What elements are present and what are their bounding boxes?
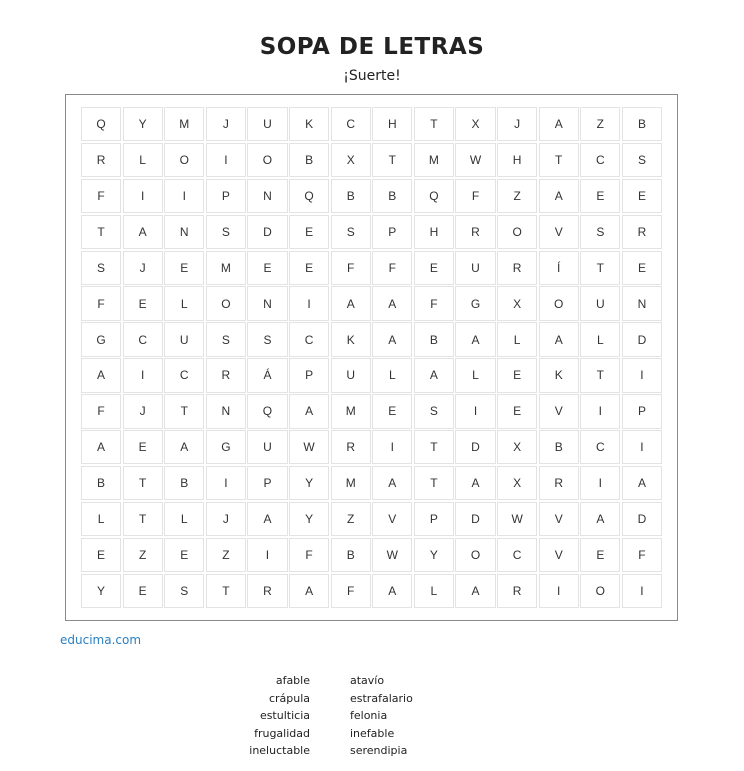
grid-cell[interactable]: J [123,251,163,285]
word-item: estulticia [259,709,310,722]
letter-grid [81,107,662,608]
grid-cell[interactable]: H [414,215,454,249]
grid-cell[interactable]: K [539,358,579,392]
grid-cell[interactable]: H [372,107,412,141]
grid-cell[interactable]: E [414,251,454,285]
grid-cell[interactable]: E [123,430,163,464]
word-item: felonia [350,709,388,722]
grid-cell[interactable]: K [289,107,329,141]
grid-cell[interactable]: I [372,430,412,464]
grid-cell[interactable]: A [539,107,579,141]
grid-cell[interactable]: F [372,251,412,285]
grid-cell[interactable]: A [539,322,579,356]
grid-cell[interactable]: I [455,394,495,428]
grid-cell[interactable]: O [497,215,537,249]
grid-cell[interactable]: E [372,394,412,428]
grid-cell[interactable]: L [580,322,620,356]
grid-cell[interactable]: O [580,574,620,608]
grid-cell[interactable]: F [455,179,495,213]
grid-cell[interactable]: X [497,286,537,320]
grid-cell[interactable]: H [497,143,537,177]
grid-cell[interactable]: U [455,251,495,285]
grid-cell[interactable]: A [372,466,412,500]
grid-cell[interactable]: L [455,358,495,392]
grid-cell[interactable]: R [206,358,246,392]
grid-cell[interactable]: E [123,574,163,608]
grid-cell[interactable]: D [622,502,662,536]
grid-cell[interactable]: F [81,179,121,213]
grid-cell[interactable]: E [497,394,537,428]
grid-cell[interactable]: P [289,358,329,392]
grid-cell[interactable]: S [580,215,620,249]
grid-cell[interactable]: S [414,394,454,428]
grid-cell[interactable]: U [331,358,371,392]
grid-cell[interactable]: T [372,143,412,177]
word-item: serendipia [350,744,408,757]
grid-cell[interactable]: F [414,286,454,320]
grid-cell[interactable]: S [331,215,371,249]
grid-cell[interactable]: P [622,394,662,428]
grid-cell[interactable]: R [539,466,579,500]
grid-cell[interactable]: X [455,107,495,141]
grid-cell[interactable]: A [414,358,454,392]
grid-cell[interactable]: C [497,538,537,572]
grid-cell[interactable]: A [123,215,163,249]
grid-cell[interactable]: T [123,502,163,536]
grid-cell[interactable]: G [455,286,495,320]
grid-cell[interactable]: S [206,322,246,356]
grid-cell[interactable]: C [580,143,620,177]
grid-cell[interactable]: Y [81,574,121,608]
grid-cell[interactable]: V [539,215,579,249]
grid-cell[interactable]: C [580,430,620,464]
word-item: frugalidad [254,726,310,740]
grid-cell[interactable]: T [414,466,454,500]
grid-cell[interactable]: A [331,286,371,320]
grid-cell[interactable]: T [164,394,204,428]
grid-cell[interactable]: B [372,179,412,213]
grid-cell[interactable]: I [247,538,287,572]
grid-cell[interactable]: E [289,251,329,285]
grid-cell[interactable]: I [123,179,163,213]
grid-cell[interactable]: A [372,286,412,320]
grid-cell[interactable]: G [81,322,121,356]
grid-cell[interactable]: T [580,358,620,392]
grid-cell[interactable]: I [206,466,246,500]
grid-cell[interactable]: W [497,502,537,536]
grid-cell[interactable]: F [331,574,371,608]
grid-cell[interactable]: B [622,107,662,141]
grid-cell[interactable]: X [331,143,371,177]
grid-cell[interactable]: I [580,394,620,428]
grid-cell[interactable]: T [414,107,454,141]
grid-cell[interactable]: K [331,322,371,356]
word-list-left [249,672,310,760]
grid-cell[interactable]: G [206,430,246,464]
grid-cell[interactable]: I [622,574,662,608]
grid-cell[interactable]: Z [497,179,537,213]
grid-cell[interactable]: E [123,286,163,320]
grid-cell[interactable]: W [289,430,329,464]
grid-cell[interactable]: A [455,574,495,608]
grid-cell[interactable]: A [81,430,121,464]
grid-cell[interactable]: E [580,538,620,572]
grid-cell[interactable]: J [206,502,246,536]
grid-cell[interactable]: J [497,107,537,141]
page-subtitle: ¡Suerte! [343,68,401,84]
site-link[interactable]: educima.com [60,633,142,647]
grid-cell[interactable]: N [164,215,204,249]
grid-cell[interactable]: Í [539,251,579,285]
grid-cell[interactable]: Y [289,502,329,536]
grid-cell[interactable]: L [123,143,163,177]
grid-cell[interactable]: V [539,502,579,536]
word-item: inefable [350,726,395,740]
grid-cell[interactable]: D [247,215,287,249]
grid-cell[interactable]: T [539,143,579,177]
grid-cell[interactable]: A [372,574,412,608]
grid-cell[interactable]: N [247,286,287,320]
grid-cell[interactable]: Z [580,107,620,141]
grid-cell[interactable]: S [206,215,246,249]
word-item: ineluctable [249,744,310,757]
grid-cell[interactable]: I [164,179,204,213]
grid-cell[interactable]: M [414,143,454,177]
grid-cell[interactable]: L [372,358,412,392]
grid-cell[interactable]: L [164,286,204,320]
grid-cell[interactable]: U [247,107,287,141]
grid-cell[interactable]: P [414,502,454,536]
grid-cell[interactable]: I [580,466,620,500]
grid-cell[interactable]: O [539,286,579,320]
grid-cell[interactable]: Á [247,358,287,392]
grid-cell[interactable]: R [497,251,537,285]
grid-cell[interactable]: S [622,143,662,177]
grid-cell[interactable]: A [289,574,329,608]
grid-cell[interactable]: E [580,179,620,213]
grid-cell[interactable]: U [247,430,287,464]
grid-cell[interactable]: A [81,358,121,392]
grid-cell[interactable]: B [331,538,371,572]
grid-cell[interactable]: Y [414,538,454,572]
grid-cell[interactable]: Q [414,179,454,213]
grid-cell[interactable]: J [123,394,163,428]
grid-cell[interactable]: C [331,107,371,141]
word-item: estrafalario [350,691,413,705]
grid-cell[interactable]: B [539,430,579,464]
grid-cell[interactable]: E [497,358,537,392]
grid-cell[interactable]: A [580,502,620,536]
word-item: crápula [268,691,310,705]
grid-cell[interactable]: R [247,574,287,608]
grid-cell[interactable]: S [164,574,204,608]
grid-cell[interactable]: E [164,251,204,285]
grid-cell[interactable]: F [81,394,121,428]
grid-cell[interactable]: T [123,466,163,500]
grid-cell[interactable]: L [164,502,204,536]
grid-cell[interactable]: E [289,215,329,249]
grid-cell[interactable]: C [123,322,163,356]
grid-cell[interactable]: Q [289,179,329,213]
grid-cell[interactable]: O [164,143,204,177]
grid-cell[interactable]: T [81,215,121,249]
grid-cell[interactable]: E [81,538,121,572]
grid-cell[interactable]: Q [247,394,287,428]
grid-cell[interactable]: P [206,179,246,213]
grid-cell[interactable]: R [622,215,662,249]
word-list-right [350,672,413,760]
grid-cell[interactable]: I [206,143,246,177]
grid-cell[interactable]: A [289,394,329,428]
grid-cell[interactable]: O [455,538,495,572]
grid-cell[interactable]: B [331,179,371,213]
grid-cell[interactable]: R [331,430,371,464]
grid-cell[interactable]: I [289,286,329,320]
grid-cell[interactable]: B [414,322,454,356]
grid-cell[interactable]: R [497,574,537,608]
grid-cell[interactable]: A [372,322,412,356]
grid-cell[interactable]: W [372,538,412,572]
grid-cell[interactable]: T [414,430,454,464]
grid-cell[interactable]: R [81,143,121,177]
grid-cell[interactable]: A [455,322,495,356]
grid-cell[interactable]: P [247,466,287,500]
grid-cell[interactable]: B [81,466,121,500]
grid-cell[interactable]: C [164,358,204,392]
grid-cell[interactable]: D [455,502,495,536]
grid-cell[interactable]: Y [123,107,163,141]
grid-cell[interactable]: W [455,143,495,177]
grid-cell[interactable]: V [372,502,412,536]
grid-cell[interactable]: N [247,179,287,213]
grid-cell[interactable]: N [206,394,246,428]
grid-cell[interactable]: F [81,286,121,320]
grid-cell[interactable]: A [455,466,495,500]
grid-cell[interactable]: Z [206,538,246,572]
grid-cell[interactable]: T [580,251,620,285]
grid-cell[interactable]: M [206,251,246,285]
grid-cell[interactable]: U [164,322,204,356]
grid-cell[interactable]: J [206,107,246,141]
grid-cell[interactable]: L [497,322,537,356]
page-title: SOPA DE LETRAS [259,34,485,60]
grid-cell[interactable]: C [289,322,329,356]
grid-cell[interactable]: N [622,286,662,320]
grid-cell[interactable]: F [622,538,662,572]
grid-cell[interactable]: U [580,286,620,320]
grid-cell[interactable]: D [622,322,662,356]
grid-cell[interactable]: E [164,538,204,572]
grid-cell[interactable]: F [289,538,329,572]
grid-cell[interactable]: B [164,466,204,500]
grid-cell[interactable]: O [206,286,246,320]
grid-cell[interactable]: L [414,574,454,608]
grid-cell[interactable]: I [539,574,579,608]
grid-cell[interactable]: Z [123,538,163,572]
grid-cell[interactable]: T [206,574,246,608]
grid-cell[interactable]: B [289,143,329,177]
grid-cell[interactable]: A [247,502,287,536]
grid-cell[interactable]: Q [81,107,121,141]
grid-cell[interactable]: A [622,466,662,500]
grid-cell[interactable]: P [372,215,412,249]
grid-cell[interactable]: E [622,251,662,285]
grid-cell[interactable]: O [247,143,287,177]
grid-cell[interactable]: A [539,179,579,213]
grid-cell[interactable]: R [455,215,495,249]
grid-cell[interactable]: E [247,251,287,285]
grid-cell[interactable]: I [123,358,163,392]
grid-cell[interactable]: S [247,322,287,356]
word-item: afable [275,674,310,687]
grid-cell[interactable]: F [331,251,371,285]
grid-cell[interactable]: L [81,502,121,536]
grid-cell[interactable]: I [622,430,662,464]
grid-cell[interactable]: Z [331,502,371,536]
grid-cell[interactable]: V [539,394,579,428]
grid-cell[interactable]: X [497,466,537,500]
grid-cell[interactable]: M [331,466,371,500]
grid-cell[interactable]: Y [289,466,329,500]
grid-cell[interactable]: M [164,107,204,141]
grid-cell[interactable]: D [455,430,495,464]
grid-cell[interactable]: I [622,358,662,392]
word-item: atavío [350,674,385,687]
grid-cell[interactable]: S [81,251,121,285]
grid-cell[interactable]: A [164,430,204,464]
grid-cell[interactable]: M [331,394,371,428]
grid-cell[interactable]: X [497,430,537,464]
grid-cell[interactable]: V [539,538,579,572]
grid-cell[interactable]: E [622,179,662,213]
